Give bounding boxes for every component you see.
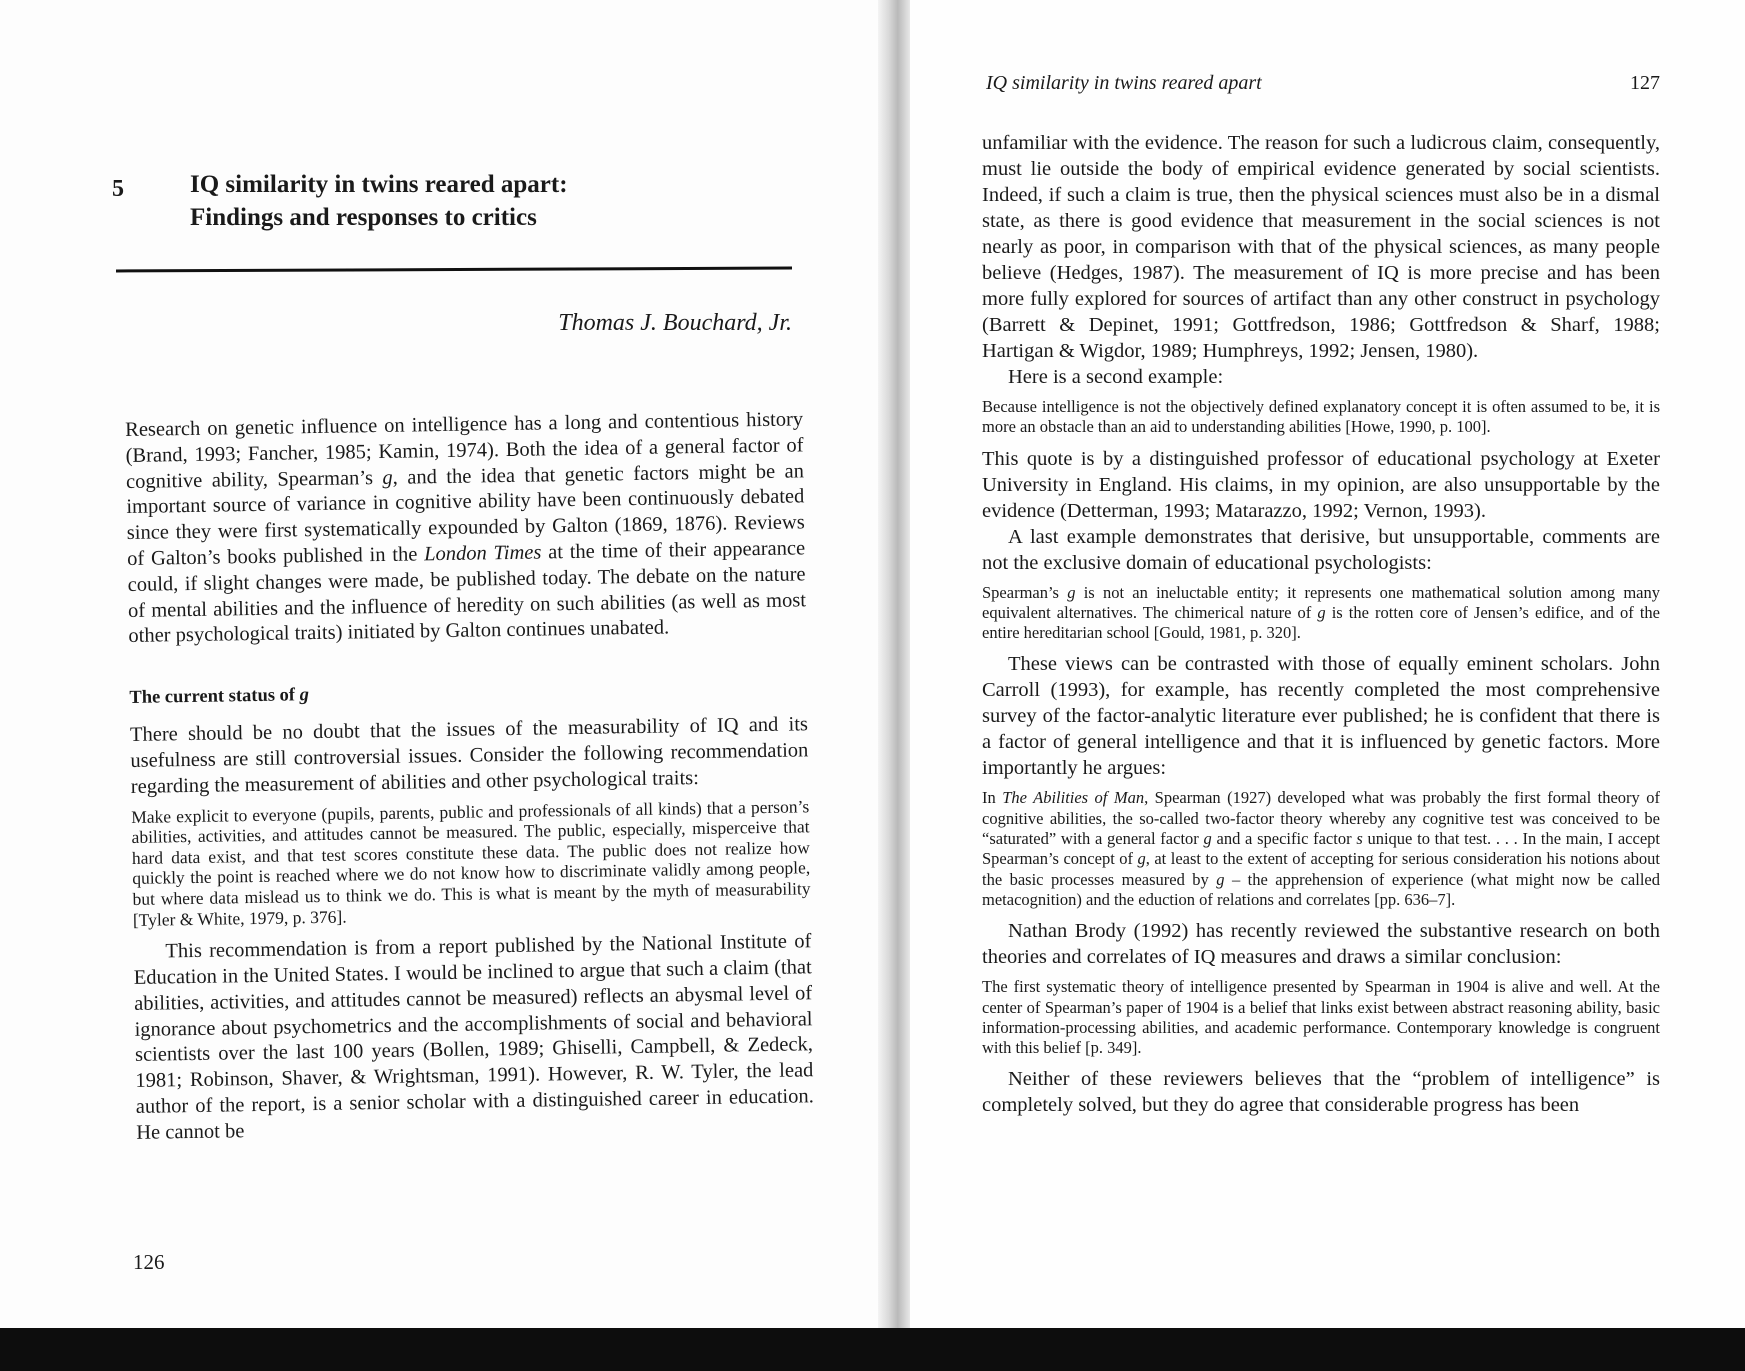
page-number: 127 [1630, 72, 1660, 94]
left-page [0, 0, 880, 1330]
block-quote: Spearman’s g is not an ineluctable entity; it represents one mathematical solution among many equivalent alternatives. The chimerical nature of g is the rotten core of Jensen’s edifice, and of the entire hereditarian school [Gould, 1981, p. 320]. [982, 582, 1660, 643]
paragraph: Here is a second example: [1008, 366, 1224, 388]
paragraph: There should be no doubt that the issues of the measurability of IQ and its usefulness are still controversial issues. Consider the following recommendation regarding the measurement of abilities and other psychological traits: [129, 713, 809, 798]
author: Thomas J. Bouchard, Jr. [558, 310, 792, 336]
title-rule [116, 267, 792, 273]
chapter-title-line-1: IQ similarity in twins reared apart: [190, 171, 568, 198]
book-gutter [878, 0, 914, 1330]
paragraph: Nathan Brody (1992) has recently reviewed the substantive research on both theories and correlates of IQ measures and draws a similar conclusion: [982, 920, 1660, 969]
paragraph: This quote is by a distinguished professor of educational psychology at Exeter University in England. His claims, in my opinion, are also unsupportable by the evidence (Detterman, 1993; Matarazzo, 1992; Vernon, 1993). [982, 447, 1660, 522]
right-text-column [982, 130, 1660, 1118]
paragraph: Neither of these reviewers believes that the “problem of intelligence” is completely solved, but they do agree that considerable progress has been [982, 1068, 1660, 1117]
chapter-title-line-2: Findings and responses to critics [190, 204, 537, 231]
running-head: IQ similarity in twins reared apart [986, 72, 1262, 94]
section-heading: The current status of g [129, 685, 310, 709]
block-quote: Make explicit to everyone (pupils, parents, public and professionals of all kinds) that a person’s abilities, activities, and attitudes cannot be measured. The public, especially, misperceive that hard data exist, and that test scores constitute these data. The public does not realize how quickly the point is reached where we do not know how to discriminate validly among people, but where data mislead us to think we do. This is what is meant by the myth of measurability [Tyler & White, 1979, p. 376]. [131, 795, 811, 930]
paragraph: These views can be contrasted with those of equally eminent scholars. John Carroll (1993), for example, has recently completed the most comprehensive survey of the factor-analytic literature ever published; he is confident that there is a factor of general intelligence and that it is influenced by genetic factors. More importantly he argues: [982, 653, 1660, 780]
block-quote: Because intelligence is not the objectively defined explanatory concept it is often assumed to be, it is more an obstacle than an aid to understanding abilities [Howe, 1990, p. 100]. [982, 397, 1660, 437]
paragraph: Research on genetic influence on intelligence has a long and contentious history (Brand, 1993; Fancher, 1985; Kamin, 1974). Both the idea of a general factor of cognitive ability, Spearman’s g, and the idea that genetic factors might be an important source of variance in cognitive ability have been continuously debated since they were first systematically expounded by Galton (1869, 1876). Reviews of Galton’s books published in the London Times at the time of their appearance could, if slight changes were made, be published today. The debate on the nature of mental abilities and the influence of heredity on such abilities (as well as most other psychological traits) initiated by Galton continues unabated. [125, 408, 807, 648]
page-number: 126 [133, 1250, 165, 1274]
paragraph: This recommendation is from a report published by the National Institute of Education in the United States. I would be inclined to argue that such a claim (that abilities, activities, and attitudes cannot be measured) reflects an abysmal level of ignorance about psychometrics and the accomplishments of social and behavioral scientists over the last 100 years (Bollen, 1989; Ghiselli, Campbell, & Zedeck, 1981; Robinson, Shaver, & Wrightsman, 1991). However, R. W. Tyler, the lead author of the report, is a senior scholar with a distinguished career in education. He cannot be [133, 930, 814, 1144]
paragraph: A last example demonstrates that derisive, but unsupportable, comments are not the exclusive domain of educational psychologists: [982, 525, 1660, 574]
scan-bottom-edge [0, 1328, 1745, 1371]
left-text-column [125, 407, 814, 1146]
block-quote: The first systematic theory of intelligence presented by Spearman in 1904 is alive and well. At the center of Spearman’s paper of 1904 is a belief that links exist between abstract reasoning ability, basic information-processing abilities, and academic performance. Contemporary knowledge is congruent with this belief [p. 349]. [982, 977, 1660, 1058]
chapter-number: 5 [112, 176, 124, 202]
chapter-title [190, 168, 810, 234]
paragraph: unfamiliar with the evidence. The reason for such a ludicrous claim, consequently, must lie outside the body of empirical evidence generated by social scientists. Indeed, if such a claim is true, then the physical sciences must also be in a dismal state, as there is good evidence that measurement in the social sciences is not nearly as poor, in comparison with that of the physical sciences, as many people believe (Hedges, 1987). The measurement of IQ is more precise and has been more fully explored for sources of artifact than any other construct in psychology (Barrett & Depinet, 1991; Gottfredson, 1986; Gottfredson & Sharf, 1988; Hartigan & Wigdor, 1989; Humphreys, 1992; Jensen, 1980). [982, 132, 1660, 362]
block-quote: In The Abilities of Man, Spearman (1927) developed what was probably the first formal theory of cognitive abilities, the so-called two-factor theory whereby any cognitive test was conceived to be “saturated” with a general factor g and a specific factor s unique to that test. . . . In the main, I accept Spearman’s concept of g, at least to the extent of accepting for serious consideration his notions about the basic processes measured by g – the apprehension of experience (what might now be called metacognition) and the eduction of relations and correlates [pp. 636–7]. [982, 788, 1660, 909]
